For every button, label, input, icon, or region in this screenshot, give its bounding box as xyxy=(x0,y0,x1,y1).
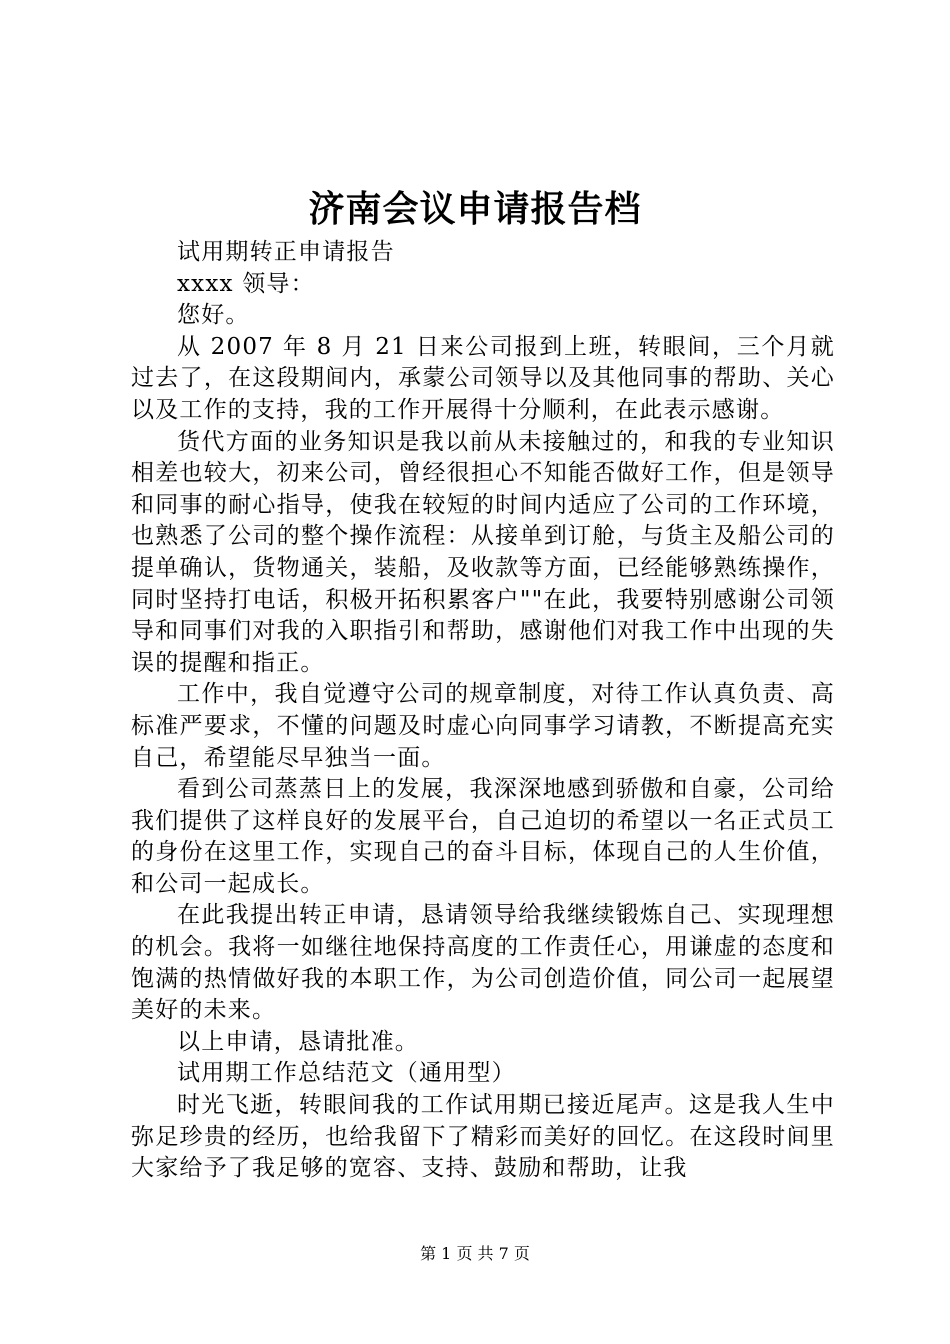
document-title: 济南会议申请报告档 xyxy=(308,188,642,230)
paragraph-heading-1: 试用期转正申请报告 xyxy=(177,239,395,265)
paragraph-greeting: 您好。 xyxy=(177,302,250,329)
paragraph: 看到公司蒸蒸日上的发展，我深深地感到骄傲和自豪，公司给我们提供了这样良好的发展平台，自己迫切的希望以一名正式员工的身份在这里工作，实现自己的奋斗目标，体现自己的人生价值，和公司一起成长。 xyxy=(131,776,835,897)
page-footer: 第 1 页 共 7 页 xyxy=(420,1244,530,1263)
paragraph: 货代方面的业务知识是我以前从未接触过的，和我的专业知识相差也较大，初来公司，曾经很担心不知能否做好工作，但是领导和同事的耐心指导，使我在较短的时间内适应了公司的工作环境，也熟悉了公司的整个操作流程：从接单到订舱，与货主及船公司的提单确认，货物通关，装船，及收款等方面，已经能够熟练操作，同时坚持打电话，积极开拓积累客户""在此，我要特别感谢公司领导和同事们对我的入职指引和帮助，感谢他们对我工作中出现的失误的提醒和指正。 xyxy=(131,428,835,676)
paragraph-salutation: xxxx 领导： xyxy=(177,270,315,297)
paragraph: 从 2007 年 8 月 21 日来公司报到上班，转眼间，三个月就过去了，在这段期间内，承蒙公司领导以及其他同事的帮助、关心以及工作的支持，我的工作开展得十分顺利，在此表示感谢。 xyxy=(131,333,835,423)
paragraph: 工作中，我自觉遵守公司的规章制度，对待工作认真负责、高标准严要求，不懂的问题及时虚心向同事学习请教，不断提高充实自己，希望能尽早独当一面。 xyxy=(131,681,835,771)
paragraph: 在此我提出转正申请，恳请领导给我继续锻炼自己、实现理想的机会。我将一如继往地保持高度的工作责任心，用谦虚的态度和饱满的热情做好我的本职工作，为公司创造价值，同公司一起展望美好的未来。 xyxy=(131,902,835,1024)
paragraph: 时光飞逝，转眼间我的工作试用期已接近尾声。这是我人生中弥足珍贵的经历，也给我留下了精彩而美好的回忆。在这段时间里大家给予了我足够的宽容、支持、鼓励和帮助，让我 xyxy=(131,1092,835,1182)
document-body xyxy=(131,237,835,1185)
paragraph-closing: 以上申请，恳请批准。 xyxy=(177,1028,419,1055)
paragraph-heading-2: 试用期工作总结范文（通用型） xyxy=(177,1060,516,1087)
